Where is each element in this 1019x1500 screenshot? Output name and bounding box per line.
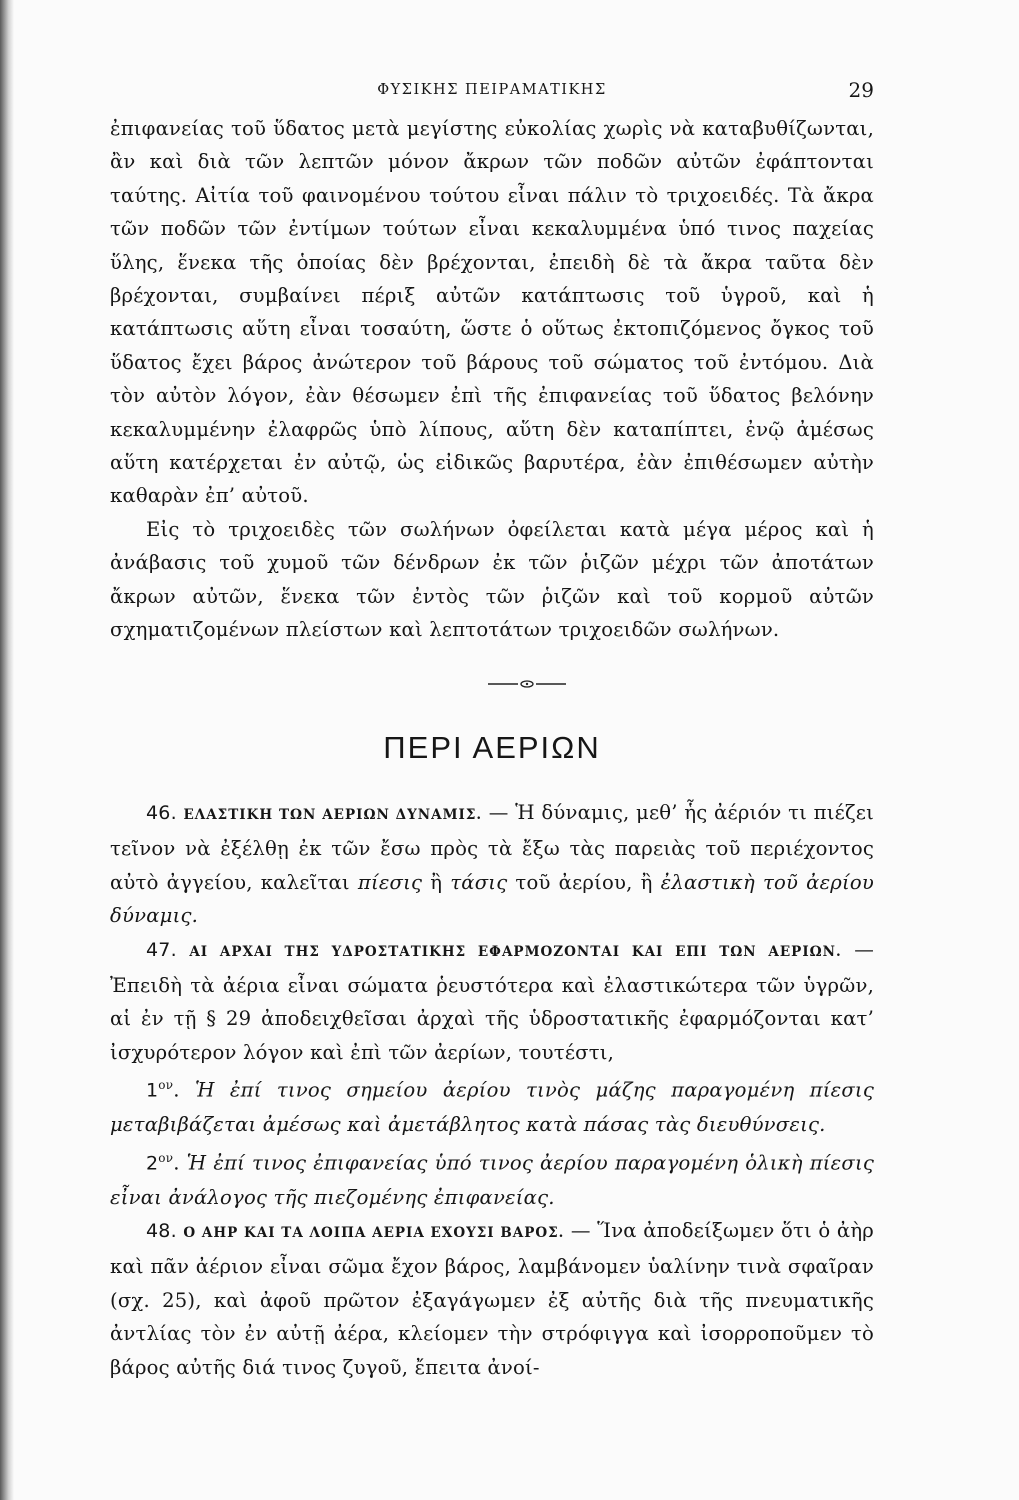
section-47: [110, 933, 874, 1070]
item-number: 1: [146, 1079, 159, 1102]
principle-2: $2^{o\nu}$. Ἡ ἐπί τινος ἐπιφανείας ὑπό τινος ἀερίου παραγομένη ὁλικὴ πίεσις εἶναι ἀνάλογος τῆς πιεζομένης ἐπιφανείας.: [110, 1150, 874, 1209]
paragraph: Εἰς τὸ τριχοειδὲς τῶν σωλήνων ὀφείλεται κατὰ μέγα μέρος καὶ ἡ ἀνάβασις τοῦ χυμοῦ τῶν δένδρων ἐκ τῶν ῥιζῶν μέχρι τῶν ἀποτάτων ἄκρων αὐτῶν, ἕνεκα τῶν ἐντὸς τῶν ῥιζῶν καὶ τοῦ κορμοῦ αὐτῶν σχηματιζομένων πλείστων καὶ λεπτοτάτων τριχοειδῶν σωλήνων.: [110, 517, 874, 642]
item-number: 2: [146, 1152, 159, 1175]
section-text: — Ἐπειδὴ τὰ ἀέρια εἶναι σώματα ῥευστότερα καὶ ἐλαστικώτερα τῶν ὑγρῶν, αἱ ἐν τῇ § 29 ἀποδειχθεῖσαι ἀρχαὶ τῆς ὑδροστατικῆς ἐφαρμόζονται κατ’ ἰσχυρότερον λόγον καὶ ἐπὶ τῶν ἀερίων, τουτέστι,: [110, 937, 874, 1064]
section-46: [110, 796, 874, 933]
term: ἐλαστικὴ τοῦ ἀερίου δύναμις.: [110, 870, 875, 928]
sections-body: [110, 796, 874, 1384]
paragraph: ἐπιφανείας τοῦ ὕδατος μετὰ μεγίστης εὐκολίας χωρὶς νὰ καταβυθίζωνται, ἂν καὶ διὰ τῶν λεπτῶν μόνον ἄκρων τῶν ποδῶν αὐτῶν ἐφάπτονται ταύτης. Αἰτία τοῦ φαινομένου τούτου εἶναι πάλιν τὸ τριχοειδές. Τὰ ἄκρα τῶν ποδῶν τῶν ἐντίμων τούτων εἶναι κεκαλυμμένα ὑπό τινος παχείας ὕλης, ἕνεκα τῆς ὁποίας δὲν βρέχονται, ἐπειδὴ δὲ τὰ ἄκρα ταῦτα δὲν βρέχονται, συμβαίνει πέριξ αὐτῶν κατάπτωσις τοῦ ὑγροῦ, καὶ ἡ κατάπτωσις αὕτη εἶναι τοσαύτη, ὥστε ὁ οὕτως ἐκτοπιζόμενος ὄγκος τοῦ ὕδατος ἔχει βάρος ἀνώτερον τοῦ βάρους τοῦ σώματος τοῦ ἐντόμου. Διὰ τὸν αὐτὸν λόγον, ἐὰν θέσωμεν ἐπὶ τῆς ἐπιφανείας τοῦ ὕδατος βελόνην κεκαλυμμένην ἐλαφρῶς ὑπὸ λίπους, αὕτη δὲν καταπίπτει, ἐνῷ ἀμέσως αὕτη κατέρχεται ἐν αὐτῷ, ὡς εἰδικῶς βαρυτέρα, ἐὰν ἐπιθέσωμεν αὐτὴν καθαρὰν ἐπ’ αὐτοῦ.: [110, 117, 874, 508]
section-title: ΕΛΑΣΤΙΚΗ ΤΩΝ ΑΕΡΙΩΝ ΔΥΝΑΜΙΣ.: [183, 807, 483, 823]
item-text: Ἡ ἐπί τινος σημείου ἀερίου τινὸς μάζης παραγομένη πίεσις μεταβιβάζεται ἀμέσως καὶ ἀμετάβλητος κατὰ πάσας τὰς διευθύνσεις.: [110, 1078, 874, 1137]
section-text: ἢ: [422, 870, 451, 894]
section-number: 48.: [146, 1219, 177, 1242]
section-heading: ΠΕΡΙ ΑΕΡΙΩΝ: [383, 730, 601, 765]
item-ordinal: ον: [158, 1150, 174, 1165]
continued-text: [110, 112, 874, 647]
term: τάσις: [450, 870, 508, 894]
section-text: — Ἡ δύναμις, μεθ’ ἧς ἀέριόν τι πιέζει τεῖνον νὰ ἐξέλθῃ ἐκ τῶν ἔσω πρὸς τὰ ἔξω τὰς παρειὰς τοῦ περιέχοντος αὐτὸ ἀγγείου, καλεῖται: [110, 801, 875, 894]
section-title: ΑΙ ΑΡΧΑΙ ΤΗΣ ΥΔΡΟΣΤΑΤΙΚΗΣ ΕΦΑΡΜΟΖΟΝΤΑΙ ΚΑΙ ΕΠΙ ΤΩΝ ΑΕΡΙΩΝ.: [189, 943, 842, 960]
section-title: Ο ΑΗΡ ΚΑΙ ΤΑ ΛΟΙΠΑ ΑΕΡΙΑ ΕΧΟΥΣΙ ΒΑΡΟΣ.: [183, 1224, 565, 1241]
item-text: Ἡ ἐπί τινος ἐπιφανείας ὑπό τινος ἀερίου παραγομένη ὁλικὴ πίεσις εἶναι ἀνάλογος τῆς πιεζομένης ἐπιφανείας.: [110, 1151, 874, 1209]
section-divider-ornament: [488, 678, 566, 690]
section-text: τοῦ ἀερίου, ἢ: [507, 870, 661, 894]
section-number: 46.: [146, 802, 177, 824]
item-ordinal: ον: [158, 1078, 174, 1093]
binding-shadow: [0, 0, 14, 1500]
section-number: 47.: [146, 938, 177, 961]
section-48: [110, 1214, 874, 1384]
term: πίεσις: [357, 870, 423, 894]
section-text: — Ἵνα ἀποδείξωμεν ὅτι ὁ ἀὴρ καὶ πᾶν ἀέριον εἶναι σῶμα ἔχον βάρος, λαμβάνομεν ὑαλίνην τινὰ σφαῖραν (σχ. 25), καὶ ἀφοῦ πρῶτον ἐξαγάγωμεν ἐξ αὐτῆς διὰ τῆς πνευματικῆς ἀντλίας τὸν ἐν αὐτῇ ἀέρα, κλείομεν τὴν στρόφιγγα καὶ ἰσορροποῦμεν τὸ βάρος αὐτῆς διά τινος ζυγοῦ, ἔπειτα ἀνοί-: [110, 1218, 875, 1379]
running-header: [110, 78, 874, 106]
principle-1: $1^{o\nu}$. Ἡ ἐπί τινος σημείου ἀερίου τινὸς μάζης παραγομένη πίεσις μεταβιβάζεται ἀμέσως καὶ ἀμετάβλητος κατὰ πάσας τὰς διευθύνσεις.: [110, 1078, 874, 1137]
running-title: ΦΥΣΙΚΗΣ ΠΕΙΡΑΜΑΤΙΚΗΣ: [377, 82, 607, 98]
page-number: 29: [848, 78, 874, 102]
